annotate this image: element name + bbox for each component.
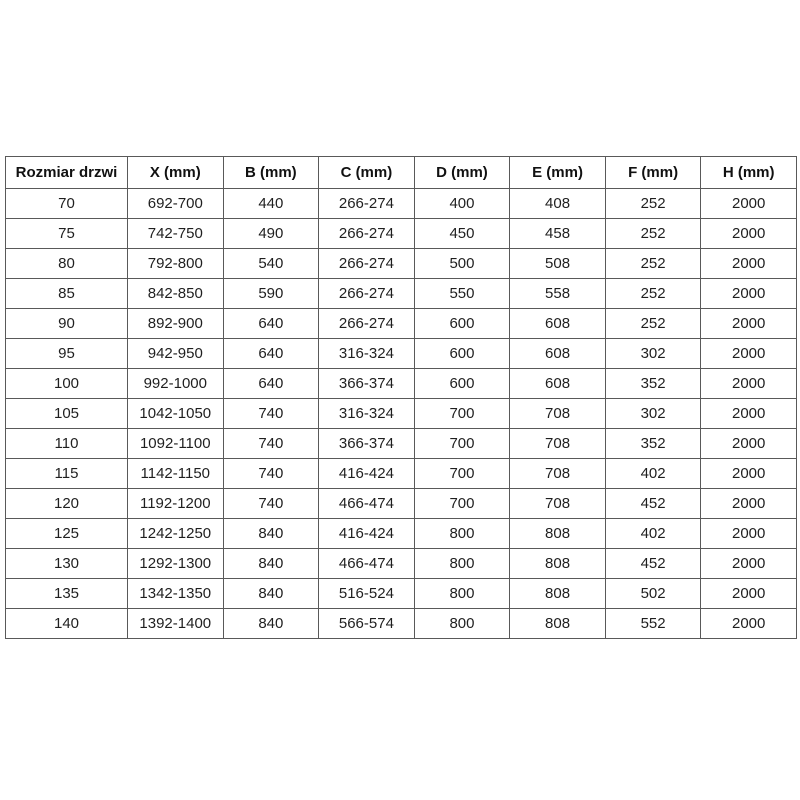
table-cell: 2000: [701, 399, 797, 429]
column-header-e-mm: E (mm): [510, 157, 606, 189]
table-cell: 792-800: [128, 249, 224, 279]
table-cell: 2000: [701, 549, 797, 579]
table-row: [6, 369, 797, 399]
column-header-b-mm: B (mm): [223, 157, 319, 189]
table-cell: 840: [223, 549, 319, 579]
table-cell: 316-324: [319, 399, 415, 429]
table-cell: 608: [510, 369, 606, 399]
table-cell: 740: [223, 429, 319, 459]
table-cell: 640: [223, 369, 319, 399]
table-cell: 95: [6, 339, 128, 369]
table-cell: 540: [223, 249, 319, 279]
table-row: [6, 429, 797, 459]
table-cell: 600: [414, 339, 510, 369]
table-cell: 120: [6, 489, 128, 519]
table-cell: 352: [605, 429, 701, 459]
table-cell: 2000: [701, 339, 797, 369]
table-cell: 440: [223, 189, 319, 219]
table-cell: 840: [223, 579, 319, 609]
table-cell: 800: [414, 579, 510, 609]
table-cell: 700: [414, 459, 510, 489]
table-row: [6, 489, 797, 519]
table-cell: 552: [605, 609, 701, 639]
table-cell: 1342-1350: [128, 579, 224, 609]
table-row: [6, 609, 797, 639]
table-cell: 490: [223, 219, 319, 249]
table-row: [6, 339, 797, 369]
table-cell: 692-700: [128, 189, 224, 219]
table-cell: 400: [414, 189, 510, 219]
table-cell: 608: [510, 339, 606, 369]
table-cell: 135: [6, 579, 128, 609]
table-row: [6, 279, 797, 309]
table-row: [6, 459, 797, 489]
table-cell: 1392-1400: [128, 609, 224, 639]
table-cell: 1192-1200: [128, 489, 224, 519]
table-cell: 266-274: [319, 219, 415, 249]
table-cell: 2000: [701, 459, 797, 489]
column-header-rozmiar-drzwi: Rozmiar drzwi: [6, 157, 128, 189]
table-cell: 700: [414, 429, 510, 459]
table-cell: 1042-1050: [128, 399, 224, 429]
table-cell: 2000: [701, 189, 797, 219]
table-cell: 708: [510, 459, 606, 489]
table-cell: 1292-1300: [128, 549, 224, 579]
table-cell: 600: [414, 309, 510, 339]
table-cell: 450: [414, 219, 510, 249]
table-cell: 808: [510, 519, 606, 549]
table-cell: 2000: [701, 429, 797, 459]
table-cell: 302: [605, 399, 701, 429]
table-cell: 2000: [701, 219, 797, 249]
table-cell: 252: [605, 249, 701, 279]
table-cell: 608: [510, 309, 606, 339]
table-cell: 302: [605, 339, 701, 369]
table-row: [6, 189, 797, 219]
table-cell: 550: [414, 279, 510, 309]
table-cell: 466-474: [319, 549, 415, 579]
table-cell: 70: [6, 189, 128, 219]
table-cell: 140: [6, 609, 128, 639]
table-cell: 458: [510, 219, 606, 249]
table-cell: 100: [6, 369, 128, 399]
table-cell: 402: [605, 459, 701, 489]
table-cell: 558: [510, 279, 606, 309]
table-cell: 2000: [701, 489, 797, 519]
column-header-f-mm: F (mm): [605, 157, 701, 189]
table-cell: 452: [605, 489, 701, 519]
table-body: [6, 189, 797, 639]
table-cell: 402: [605, 519, 701, 549]
table-cell: 80: [6, 249, 128, 279]
column-header-h-mm: H (mm): [701, 157, 797, 189]
table-cell: 75: [6, 219, 128, 249]
table-cell: 266-274: [319, 309, 415, 339]
table-cell: 252: [605, 279, 701, 309]
table-cell: 452: [605, 549, 701, 579]
table-cell: 366-374: [319, 369, 415, 399]
table-cell: 2000: [701, 369, 797, 399]
table-cell: 516-524: [319, 579, 415, 609]
table-cell: 708: [510, 399, 606, 429]
table-cell: 942-950: [128, 339, 224, 369]
table-cell: 266-274: [319, 249, 415, 279]
table-cell: 352: [605, 369, 701, 399]
table-cell: 740: [223, 399, 319, 429]
table-cell: 842-850: [128, 279, 224, 309]
table-cell: 1092-1100: [128, 429, 224, 459]
table-cell: 252: [605, 219, 701, 249]
table-cell: 110: [6, 429, 128, 459]
column-header-x-mm: X (mm): [128, 157, 224, 189]
table-cell: 700: [414, 489, 510, 519]
table-cell: 840: [223, 519, 319, 549]
table-cell: 800: [414, 609, 510, 639]
table-cell: 316-324: [319, 339, 415, 369]
table-row: [6, 219, 797, 249]
table-row: [6, 249, 797, 279]
table-cell: 800: [414, 549, 510, 579]
table-cell: 740: [223, 489, 319, 519]
header-row: [6, 157, 797, 189]
table-cell: 125: [6, 519, 128, 549]
table-cell: 740: [223, 459, 319, 489]
table-cell: 416-424: [319, 459, 415, 489]
table-header: [6, 157, 797, 189]
column-header-d-mm: D (mm): [414, 157, 510, 189]
table-cell: 502: [605, 579, 701, 609]
table-cell: 130: [6, 549, 128, 579]
table-row: [6, 399, 797, 429]
table-cell: 590: [223, 279, 319, 309]
table-row: [6, 309, 797, 339]
table-cell: 700: [414, 399, 510, 429]
table-cell: 252: [605, 309, 701, 339]
table-cell: 742-750: [128, 219, 224, 249]
table-cell: 640: [223, 339, 319, 369]
table-cell: 500: [414, 249, 510, 279]
table-cell: 2000: [701, 609, 797, 639]
table-cell: 892-900: [128, 309, 224, 339]
table-cell: 808: [510, 609, 606, 639]
table-cell: 2000: [701, 249, 797, 279]
table-cell: 266-274: [319, 279, 415, 309]
table-cell: 992-1000: [128, 369, 224, 399]
table-cell: 105: [6, 399, 128, 429]
table-cell: 2000: [701, 309, 797, 339]
table-cell: 800: [414, 519, 510, 549]
table-cell: 2000: [701, 279, 797, 309]
door-size-table-container: [5, 156, 797, 639]
table-cell: 115: [6, 459, 128, 489]
table-cell: 708: [510, 489, 606, 519]
table-cell: 600: [414, 369, 510, 399]
table-cell: 2000: [701, 519, 797, 549]
door-size-table: [5, 156, 797, 639]
column-header-c-mm: C (mm): [319, 157, 415, 189]
table-cell: 2000: [701, 579, 797, 609]
table-cell: 1242-1250: [128, 519, 224, 549]
table-cell: 1142-1150: [128, 459, 224, 489]
table-cell: 408: [510, 189, 606, 219]
table-cell: 266-274: [319, 189, 415, 219]
table-row: [6, 519, 797, 549]
table-cell: 90: [6, 309, 128, 339]
table-cell: 466-474: [319, 489, 415, 519]
table-cell: 640: [223, 309, 319, 339]
table-row: [6, 579, 797, 609]
table-cell: 708: [510, 429, 606, 459]
table-row: [6, 549, 797, 579]
table-cell: 808: [510, 579, 606, 609]
table-cell: 366-374: [319, 429, 415, 459]
table-cell: 416-424: [319, 519, 415, 549]
table-cell: 808: [510, 549, 606, 579]
table-cell: 840: [223, 609, 319, 639]
table-cell: 508: [510, 249, 606, 279]
table-cell: 85: [6, 279, 128, 309]
table-cell: 252: [605, 189, 701, 219]
table-cell: 566-574: [319, 609, 415, 639]
